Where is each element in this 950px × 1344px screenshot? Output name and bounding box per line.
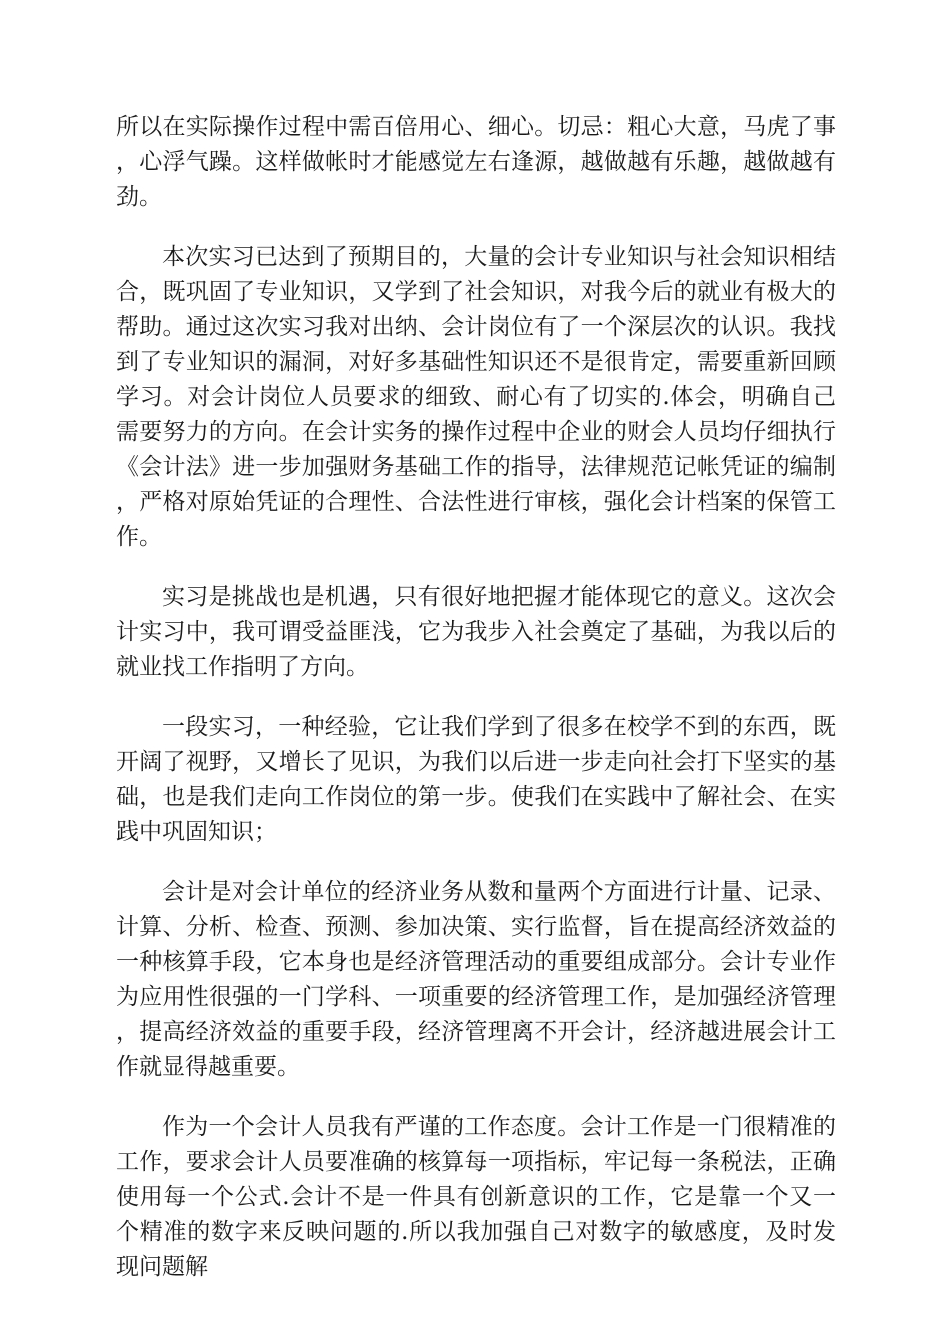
paragraph-challenge-opportunity: 实习是挑战也是机遇，只有很好地把握才能体现它的意义。这次会计实习中，我可谓受益匪浅，它为我步入社会奠定了基础，为我以后的就业找工作指明了方向。 [116,584,836,680]
paragraph-accounting-definition: 会计是对会计单位的经济业务从数和量两个方面进行计量、记录、计算、分析、检查、预测、参加决策、实行监督，旨在提高经济效益的一种核算手段，它本身也是经济管理活动的重要组成部分。会计专业作为应用性很强的一门学科、一项重要的经济管理工作，是加强经济管理，提高经济效益的重要手段，经济管理离不开会计，经济越进展会计工作就显得越重要。 [116,879,836,1080]
paragraph-experience: 一段实习，一种经验，它让我们学到了很多在校学不到的东西，既开阔了视野，又增长了见识，为我们以后进一步走向社会打下坚实的基础，也是我们走向工作岗位的第一步。使我们在实践中了解社会、在实践中巩固知识； [116,714,836,845]
paragraph-work-attitude: 作为一个会计人员我有严谨的工作态度。会计工作是一门很精准的工作，要求会计人员要准确的核算每一项指标，牢记每一条税法，正确使用每一个公式.会计不是一件具有创新意识的工作，它是靠一个又一个精准的数字来反映问题的.所以我加强自己对数字的敏感度，及时发现问题解 [116,1114,836,1280]
paragraph-continuation: 所以在实际操作过程中需百倍用心、细心。切忌：粗心大意，马虎了事，心浮气躁。这样做帐时才能感觉左右逢源，越做越有乐趣，越做越有劲。 [116,114,836,210]
document-body [116,110,836,1310]
paragraph-internship-goals: 本次实习已达到了预期目的，大量的会计专业知识与社会知识相结合，既巩固了专业知识，又学到了社会知识，对我今后的就业有极大的帮助。通过这次实习我对出纳、会计岗位有了一个深层次的认识。我找到了专业知识的漏洞，对好多基础性知识还不是很肯定，需要重新回顾学习。对会计岗位人员要求的细致、耐心有了切实的.体会，明确自己需要努力的方向。在会计实务的操作过程中企业的财会人员均仔细执行《会计法》进一步加强财务基础工作的指导，法律规范记帐凭证的编制，严格对原始凭证的合理性、合法性进行审核，强化会计档案的保管工作。 [116,244,836,550]
